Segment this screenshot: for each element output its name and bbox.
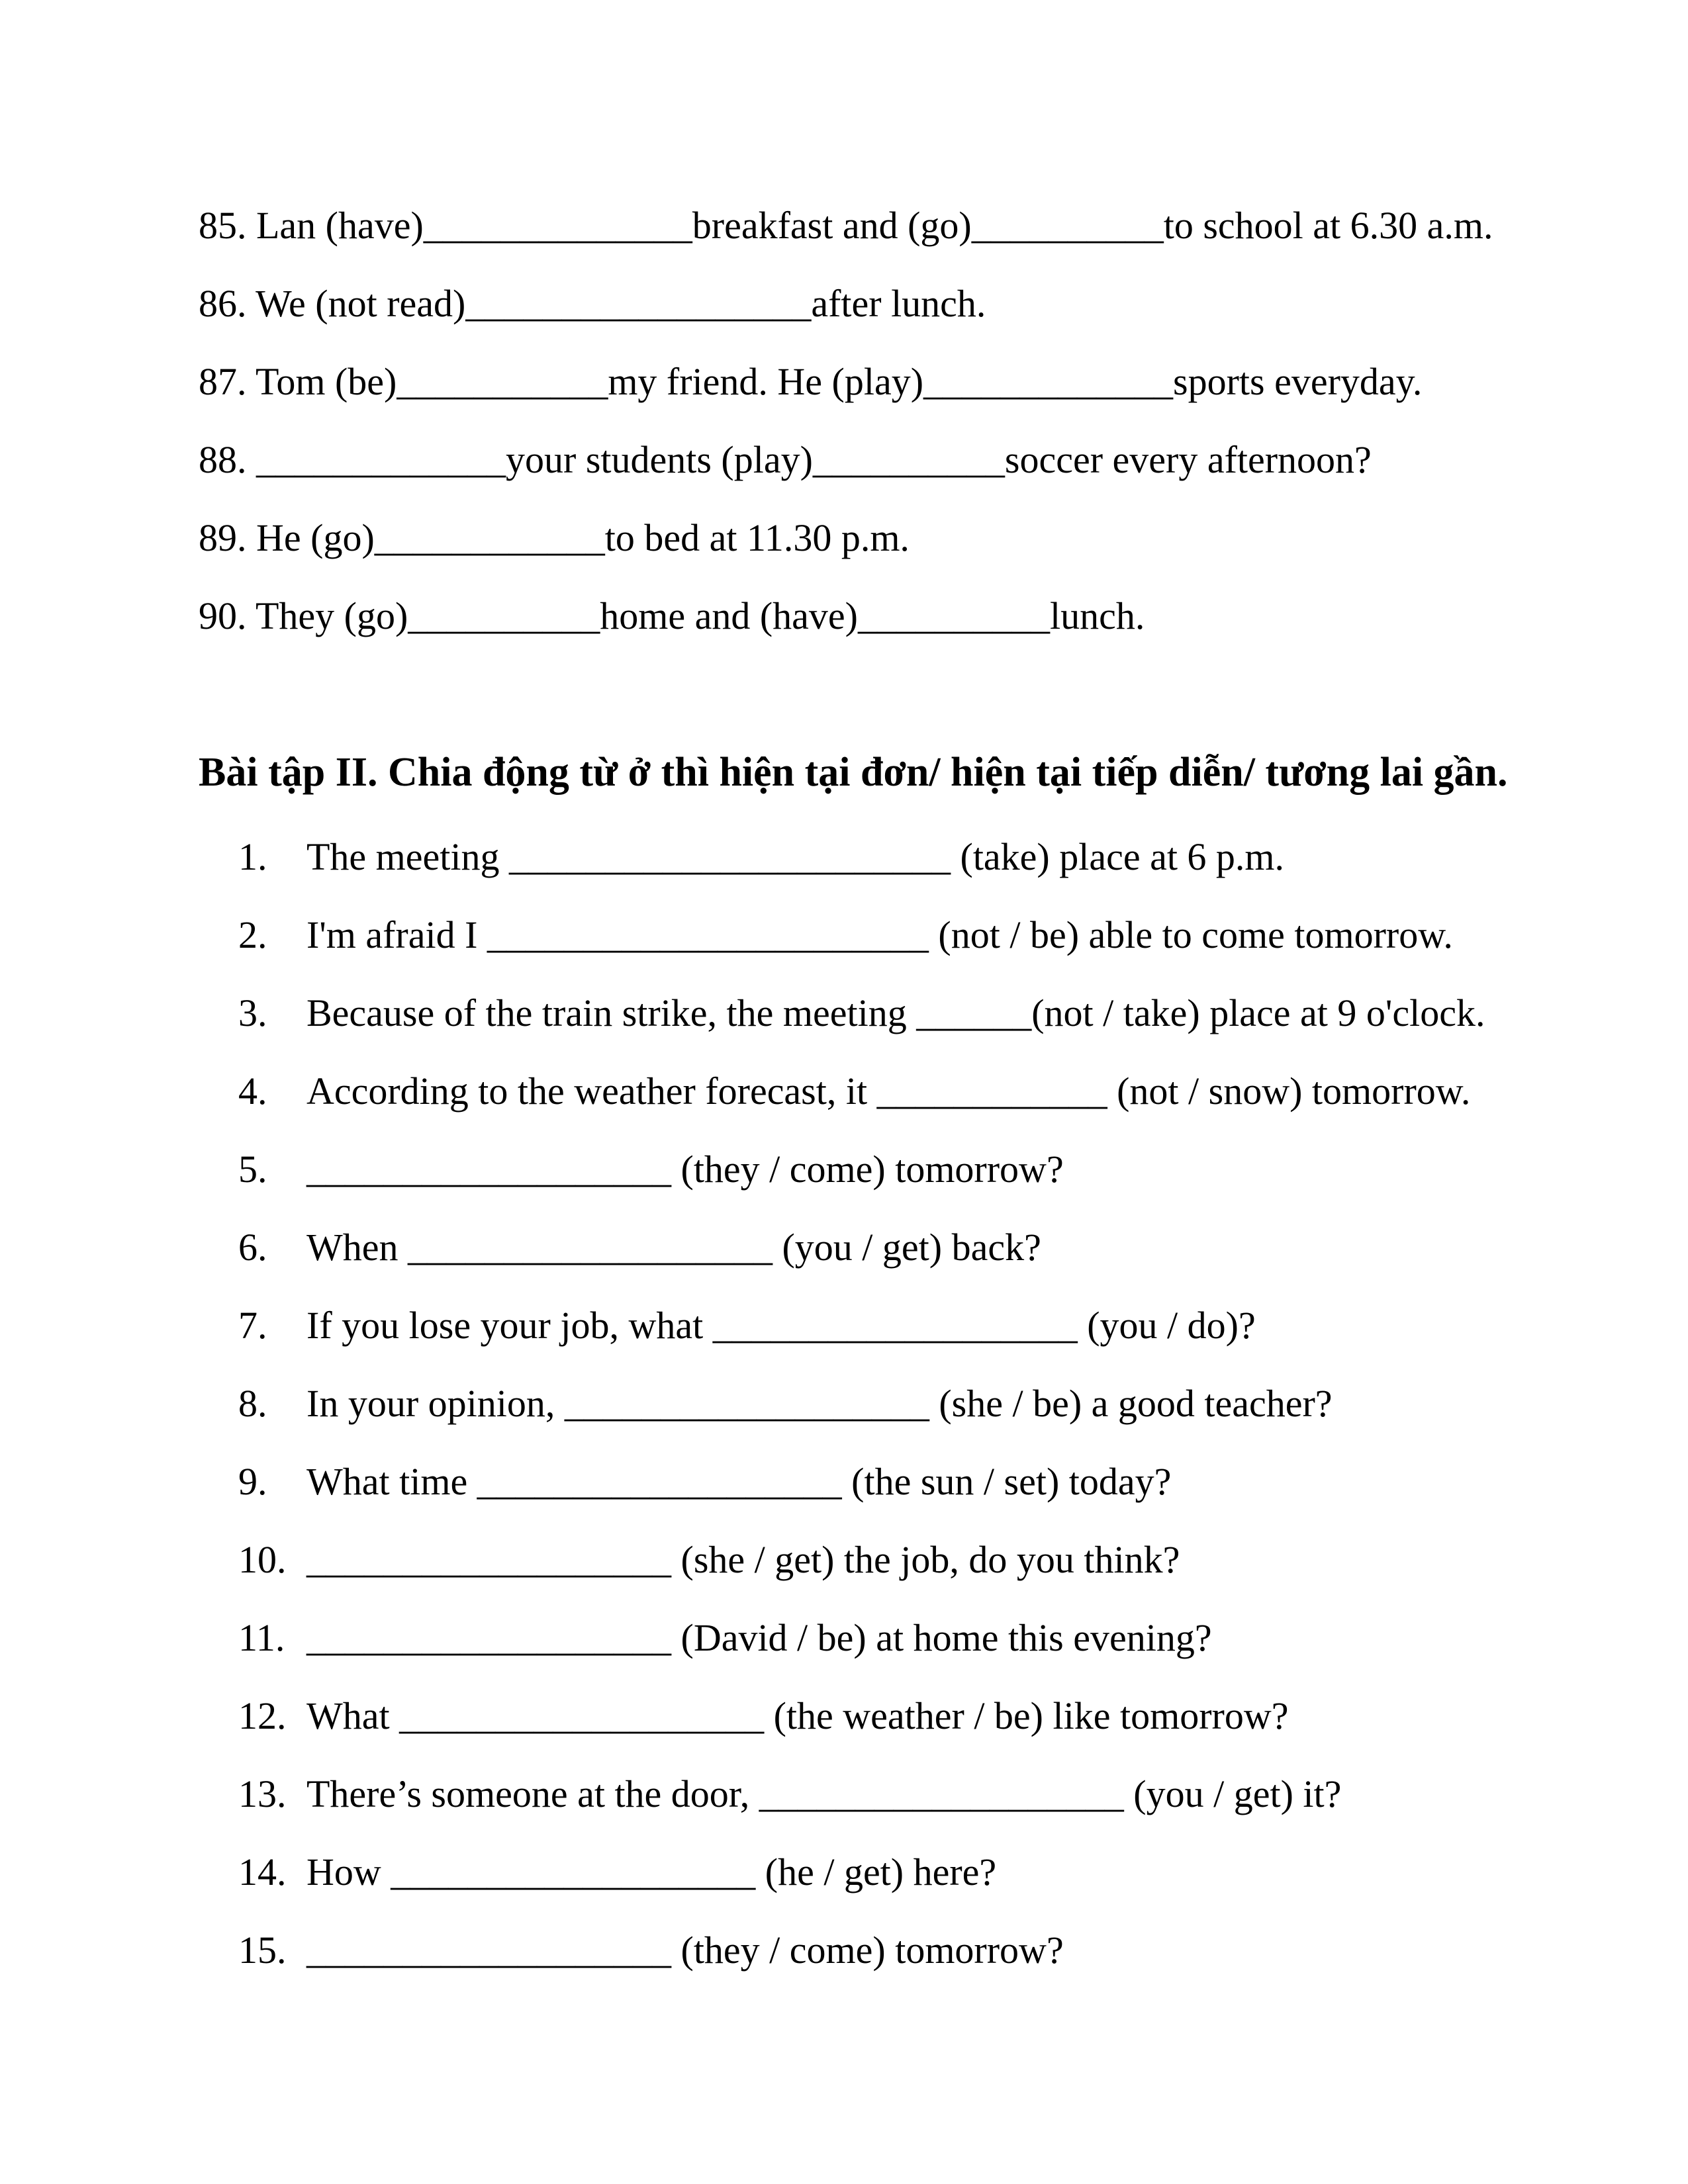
exercise-line-87: 87. Tom (be)___________my friend. He (play)_____________sports everyday. xyxy=(199,360,1423,403)
list-item-number: 2. xyxy=(238,913,267,956)
exercise-line-86: 86. We (not read)__________________after lunch. xyxy=(199,282,986,325)
list-item-number: 4. xyxy=(238,1069,267,1113)
list-item-text: When ___________________ (you / get) back? xyxy=(306,1226,1041,1269)
list-item xyxy=(238,1208,1529,1287)
list-item xyxy=(238,896,1529,974)
list-item-number: 1. xyxy=(238,835,267,878)
list-item-text: What ___________________ (the weather / be) like tomorrow? xyxy=(306,1694,1289,1737)
list-item-text: If you lose your job, what ___________________ (you / do)? xyxy=(306,1304,1256,1347)
list-item-text: Because of the train strike, the meeting ______(not / take) place at 9 o'clock. xyxy=(306,991,1485,1034)
list-item-number: 3. xyxy=(238,991,267,1034)
list-item-text: I'm afraid I _______________________ (not / be) able to come tomorrow. xyxy=(306,913,1453,956)
list-item-text: The meeting _______________________ (take) place at 6 p.m. xyxy=(306,835,1285,878)
blank-line xyxy=(199,655,1529,733)
list-item xyxy=(238,974,1529,1052)
section-heading: Bài tập II. Chia động từ ở thì hiện tại đơn/ hiện tại tiếp diễn/ tương lai gần. xyxy=(199,750,1508,795)
list-item xyxy=(238,1287,1529,1365)
list-item xyxy=(238,1755,1529,1833)
list-item-text: ___________________ (they / come) tomorrow? xyxy=(306,1929,1064,1972)
list-item xyxy=(238,1677,1529,1755)
list-item-number: 6. xyxy=(238,1226,267,1269)
list-item-number: 13. xyxy=(238,1772,287,1815)
list-item-number: 7. xyxy=(238,1304,267,1347)
list-item xyxy=(238,1052,1529,1130)
list-item-number: 14. xyxy=(238,1850,287,1893)
list-item-text: What time ___________________ (the sun / set) today? xyxy=(306,1460,1172,1503)
list-item xyxy=(238,1443,1529,1521)
list-item-text: ___________________ (David / be) at home this evening? xyxy=(306,1616,1212,1659)
exercise-line-85: 85. Lan (have)______________breakfast and (go)__________to school at 6.30 a.m. xyxy=(199,204,1493,247)
list-item xyxy=(238,1833,1529,1911)
list-item-text: There’s someone at the door, ___________________ (you / get) it? xyxy=(306,1772,1342,1815)
list-item xyxy=(238,818,1529,896)
list-item-text: In your opinion, ___________________ (she / be) a good teacher? xyxy=(306,1382,1333,1425)
list-item-number: 12. xyxy=(238,1694,287,1737)
list-item xyxy=(238,1365,1529,1443)
list-item xyxy=(238,1599,1529,1677)
list-item-text: How ___________________ (he / get) here? xyxy=(306,1850,997,1893)
list-item-number: 10. xyxy=(238,1538,287,1581)
list-item-text: According to the weather forecast, it ____________ (not / snow) tomorrow. xyxy=(306,1069,1471,1113)
exercise-line-88: 88. _____________your students (play)__________soccer every afternoon? xyxy=(199,438,1372,481)
list-item-number: 9. xyxy=(238,1460,267,1503)
list-item-text: ___________________ (she / get) the job, do you think? xyxy=(306,1538,1180,1581)
list-item-number: 8. xyxy=(238,1382,267,1425)
numbered-list xyxy=(238,818,1529,1989)
list-item-number: 15. xyxy=(238,1929,287,1972)
list-item-number: 11. xyxy=(238,1616,285,1659)
list-item-number: 5. xyxy=(238,1148,267,1191)
exercise-line-89: 89. He (go)____________to bed at 11.30 p.m. xyxy=(199,516,910,559)
list-item xyxy=(238,1911,1529,1989)
list-item-text: ___________________ (they / come) tomorrow? xyxy=(306,1148,1064,1191)
exercise-line-90: 90. They (go)__________home and (have)__________lunch. xyxy=(199,594,1145,637)
list-item xyxy=(238,1521,1529,1599)
list-item xyxy=(238,1130,1529,1208)
